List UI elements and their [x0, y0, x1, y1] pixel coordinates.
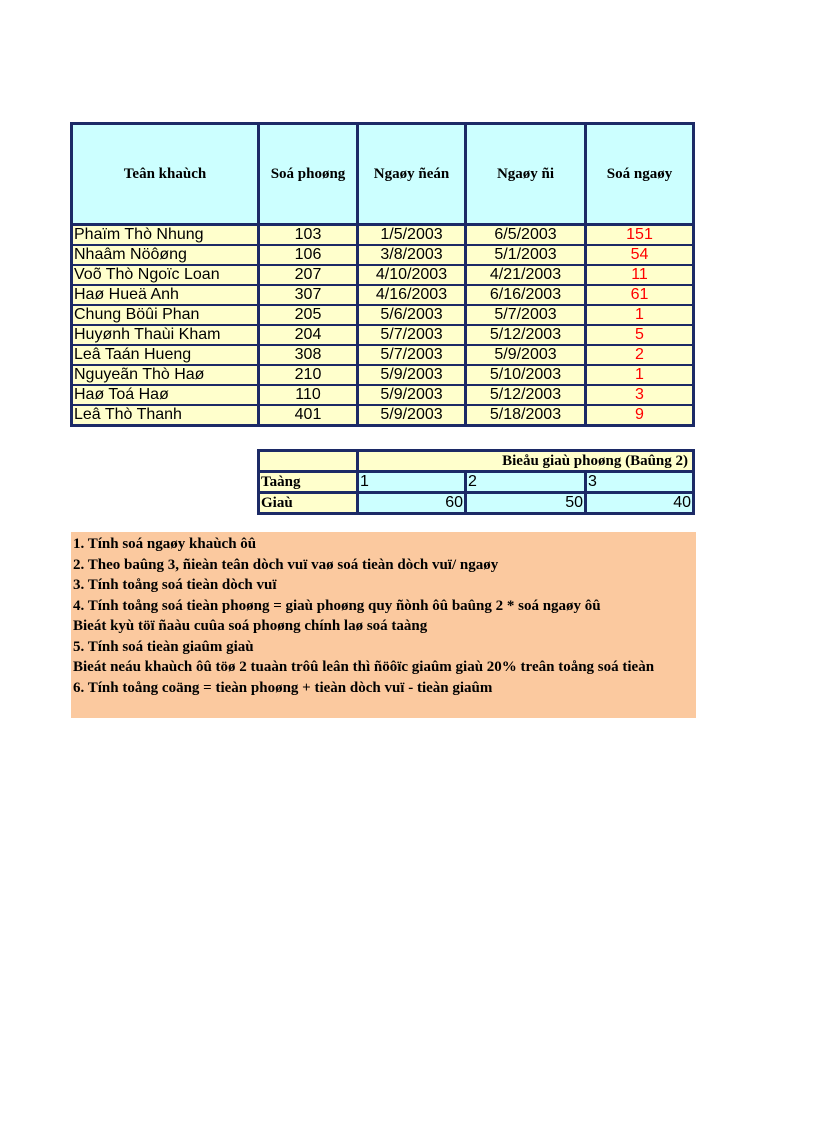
table-row	[72, 265, 694, 285]
arrival-date-cell[interactable]: 5/9/2003	[358, 385, 466, 405]
days-count-cell[interactable]: 1	[586, 305, 694, 325]
instruction-line: 1. Tính soá ngaøy khaùch ôû	[73, 536, 257, 552]
price-title-row	[259, 451, 694, 472]
table-row	[72, 405, 694, 426]
guest-name-cell[interactable]: Leâ Thò Thanh	[72, 405, 259, 426]
guest-name-cell[interactable]: Phaïm Thò Nhung	[72, 225, 259, 246]
departure-date-cell[interactable]: 5/1/2003	[466, 245, 586, 265]
price-title-blank-cell[interactable]	[259, 451, 358, 472]
guest-name-cell[interactable]: Huyønh Thaùi Kham	[72, 325, 259, 345]
departure-date-cell[interactable]: 4/21/2003	[466, 265, 586, 285]
departure-date-cell[interactable]: 5/18/2003	[466, 405, 586, 426]
departure-date-cell[interactable]: 6/16/2003	[466, 285, 586, 305]
floor-cell[interactable]: 2	[466, 472, 586, 493]
arrival-date-cell[interactable]: 3/8/2003	[358, 245, 466, 265]
departure-date-cell[interactable]: 5/7/2003	[466, 305, 586, 325]
instruction-line: 2. Theo baûng 3, ñieàn teân dòch vuï vaø soá tieàn dòch vuï/ ngaøy	[73, 556, 499, 573]
days-count-cell[interactable]: 11	[586, 265, 694, 285]
price-cell[interactable]: 60	[358, 493, 466, 514]
price-cell[interactable]: 50	[466, 493, 586, 514]
instructions-block	[71, 532, 696, 718]
departure-date-cell[interactable]: 5/12/2003	[466, 325, 586, 345]
departure-date-cell[interactable]: 5/9/2003	[466, 345, 586, 365]
days-count-cell[interactable]: 3	[586, 385, 694, 405]
table-row	[72, 245, 694, 265]
instruction-line: Bieát neáu khaùch ôû töø 2 tuaàn trôû leân thì ñöôïc giaûm giaù 20% treân toång soá tieàn	[73, 659, 655, 675]
table-row	[72, 305, 694, 325]
room-number-cell[interactable]: 308	[259, 345, 358, 365]
header-departure-date: Ngaøy ñi	[466, 124, 586, 225]
days-count-cell[interactable]: 5	[586, 325, 694, 345]
room-number-cell[interactable]: 103	[259, 225, 358, 246]
departure-date-cell[interactable]: 5/12/2003	[466, 385, 586, 405]
floor-label[interactable]: Taàng	[259, 472, 358, 493]
room-number-cell[interactable]: 106	[259, 245, 358, 265]
price-cell[interactable]: 40	[586, 493, 694, 514]
room-price-table	[257, 449, 695, 515]
days-count-cell[interactable]: 1	[586, 365, 694, 385]
room-number-cell[interactable]: 110	[259, 385, 358, 405]
instruction-line: 4. Tính toång soá tieàn phoøng = giaù phoøng quy ñònh ôû baûng 2 * soá ngaøy ôû	[73, 597, 601, 614]
price-label[interactable]: Giaù	[259, 493, 358, 514]
guest-name-cell[interactable]: Voõ Thò Ngoïc Loan	[72, 265, 259, 285]
booking-header-row	[72, 124, 694, 225]
floor-row	[259, 472, 694, 493]
room-number-cell[interactable]: 207	[259, 265, 358, 285]
days-count-cell[interactable]: 2	[586, 345, 694, 365]
arrival-date-cell[interactable]: 4/16/2003	[358, 285, 466, 305]
guest-name-cell[interactable]: Nhaâm Nöôøng	[72, 245, 259, 265]
room-number-cell[interactable]: 205	[259, 305, 358, 325]
days-count-cell[interactable]: 9	[586, 405, 694, 426]
header-room-number: Soá phoøng	[259, 124, 358, 225]
table-row	[72, 225, 694, 246]
guest-name-cell[interactable]: Haø Hueä Anh	[72, 285, 259, 305]
room-number-cell[interactable]: 307	[259, 285, 358, 305]
header-arrival-date: Ngaøy ñeán	[358, 124, 466, 225]
departure-date-cell[interactable]: 5/10/2003	[466, 365, 586, 385]
room-number-cell[interactable]: 204	[259, 325, 358, 345]
room-number-cell[interactable]: 401	[259, 405, 358, 426]
instruction-line: 5. Tính soá tieàn giaûm giaù	[73, 638, 254, 655]
booking-table	[70, 122, 695, 427]
instruction-line: Bieát kyù töï ñaàu cuûa soá phoøng chính laø soá taàng	[73, 618, 428, 634]
arrival-date-cell[interactable]: 5/7/2003	[358, 345, 466, 365]
price-table-title[interactable]: Bieåu giaù phoøng (Baûng 2)	[358, 451, 694, 472]
price-row	[259, 493, 694, 514]
arrival-date-cell[interactable]: 5/9/2003	[358, 405, 466, 426]
days-count-cell[interactable]: 54	[586, 245, 694, 265]
days-count-cell[interactable]: 151	[586, 225, 694, 246]
arrival-date-cell[interactable]: 1/5/2003	[358, 225, 466, 246]
table-row	[72, 285, 694, 305]
arrival-date-cell[interactable]: 4/10/2003	[358, 265, 466, 285]
room-number-cell[interactable]: 210	[259, 365, 358, 385]
arrival-date-cell[interactable]: 5/9/2003	[358, 365, 466, 385]
instruction-line: 3. Tính toång soá tieàn dòch vuï	[73, 577, 277, 593]
instruction-line: 6. Tính toång coäng = tieàn phoøng + tieàn dòch vuï - tieàn giaûm	[73, 679, 493, 696]
departure-date-cell[interactable]: 6/5/2003	[466, 225, 586, 246]
table-row	[72, 365, 694, 385]
header-days-count: Soá ngaøy	[586, 124, 694, 225]
table-row	[72, 325, 694, 345]
floor-cell[interactable]: 3	[586, 472, 694, 493]
guest-name-cell[interactable]: Leâ Taán Hueng	[72, 345, 259, 365]
floor-cell[interactable]: 1	[358, 472, 466, 493]
arrival-date-cell[interactable]: 5/6/2003	[358, 305, 466, 325]
guest-name-cell[interactable]: Chung Böûi Phan	[72, 305, 259, 325]
arrival-date-cell[interactable]: 5/7/2003	[358, 325, 466, 345]
header-guest-name: Teân khaùch	[72, 124, 259, 225]
table-row	[72, 385, 694, 405]
guest-name-cell[interactable]: Nguyeãn Thò Haø	[72, 365, 259, 385]
days-count-cell[interactable]: 61	[586, 285, 694, 305]
table-row	[72, 345, 694, 365]
guest-name-cell[interactable]: Haø Toá Haø	[72, 385, 259, 405]
